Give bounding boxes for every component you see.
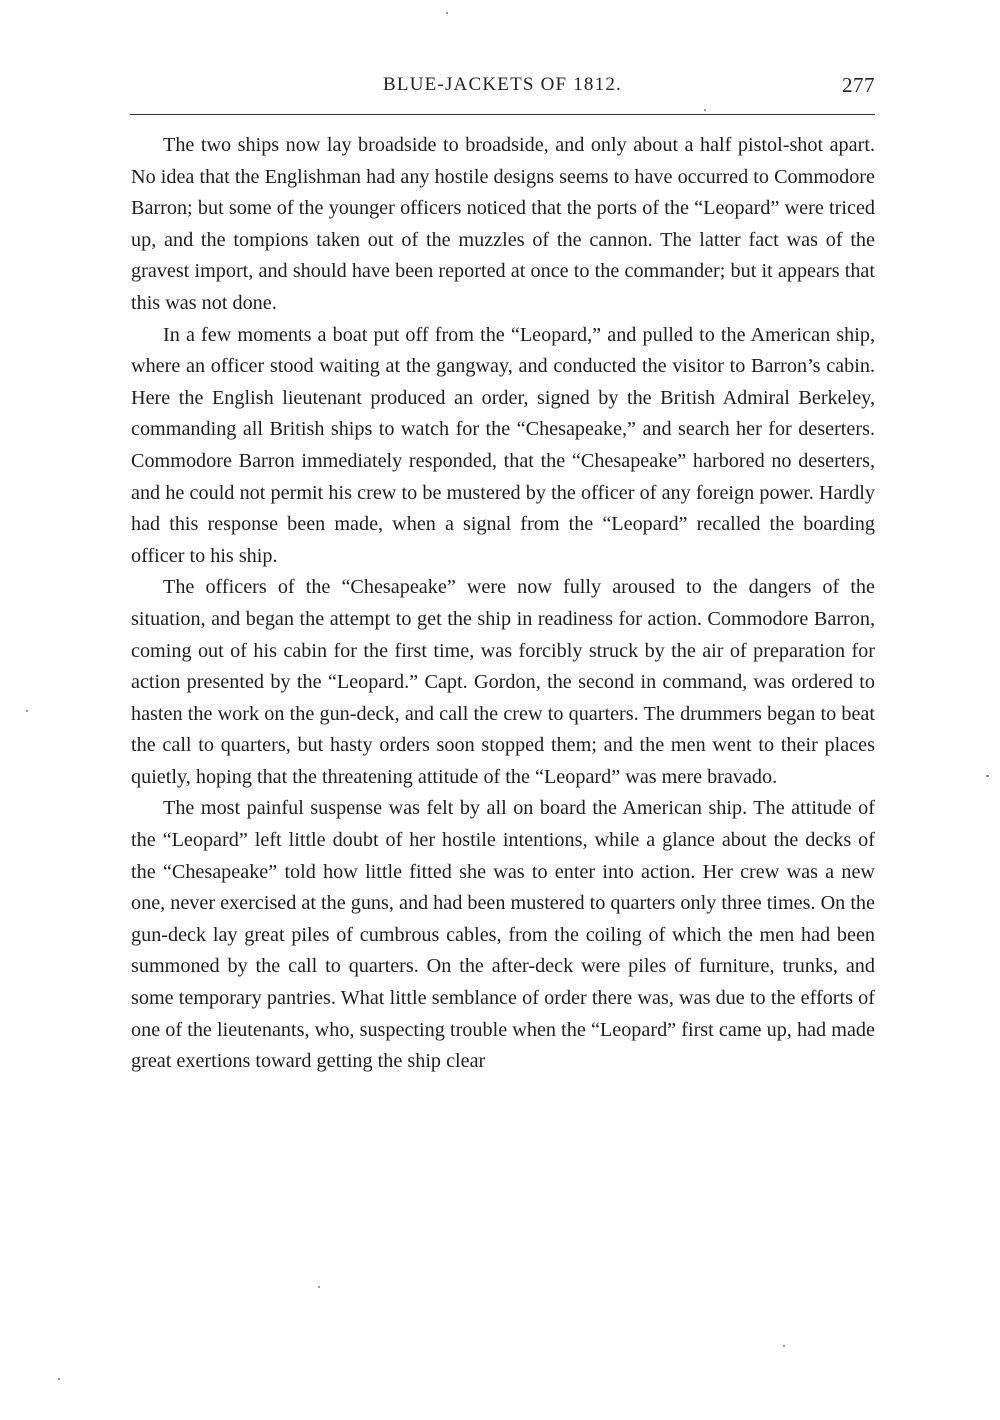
running-head	[130, 74, 875, 104]
scan-speck	[26, 710, 28, 712]
scan-speck	[986, 775, 989, 777]
running-title: BLUE-JACKETS OF 1812.	[383, 74, 622, 95]
scan-speck	[783, 1345, 785, 1347]
paragraph-1: The two ships now lay broadside to broadside, and only about a half pistol-shot apart. No idea that the Englishman had any hostile designs seems to have occurred to Commodore Barron; but some of the younger officers noticed that the ports of the “Leopard” were triced up, and the tompions taken out of the muzzles of the cannon. The latter fact was of the gravest import, and should have been reported at once to the commander; but it appears that this was not done.	[131, 134, 875, 314]
scan-speck	[58, 1378, 60, 1380]
paragraph-2: In a few moments a boat put off from the “Leopard,” and pulled to the American ship, where an officer stood waiting at the gangway, and conducted the visitor to Barron’s cabin. Here the English lieutenant produced an order, signed by the British Admiral Berkeley, commanding all British ships to watch for the “Chesapeake,” and search her for deserters. Commodore Barron immediately responded, that the “Chesapeake” harbored no deserters, and he could not permit his crew to be mustered by the officer of any foreign power. Hardly had this response been made, when a signal from the “Leopard” recalled the boarding officer to his ship.	[131, 323, 875, 567]
page-number: 277	[842, 73, 875, 97]
paragraph-4: The most painful suspense was felt by all on board the American ship. The attitude of the “Leopard” left little doubt of her hostile intentions, while a glance about the decks of the “Chesapeake” told how little fitted she was to enter into action. Her crew was a new one, never exercised at the guns, and had been mustered to quarters only three times. On the gun-deck lay great piles of cumbrous cables, from the coiling of which the men had been summoned by the call to quarters. On the after-deck were piles of furniture, trunks, and some temporary pantries. What little semblance of order there was, was due to the efforts of one of the lieutenants, who, suspecting trouble when the “Leopard” first came up, had made great exertions toward getting the ship clear	[131, 797, 875, 1073]
scan-speck	[446, 12, 448, 14]
scan-speck	[704, 109, 706, 111]
scan-speck	[318, 1286, 320, 1288]
header-rule	[130, 114, 875, 115]
paragraph-3: The officers of the “Chesapeake” were now fully aroused to the dangers of the situation, and began the attempt to get the ship in readiness for action. Commodore Barron, coming out of his cabin for the first time, was forcibly struck by the air of preparation for action presented by the “Leopard.” Capt. Gordon, the second in command, was ordered to hasten the work on the gun-deck, and call the crew to quarters. The drummers began to beat the call to quarters, but hasty orders soon stopped them; and the men went to their places quietly, hoping that the threatening attitude of the “Leopard” was mere bravado.	[131, 576, 875, 788]
body-text	[131, 130, 875, 1078]
